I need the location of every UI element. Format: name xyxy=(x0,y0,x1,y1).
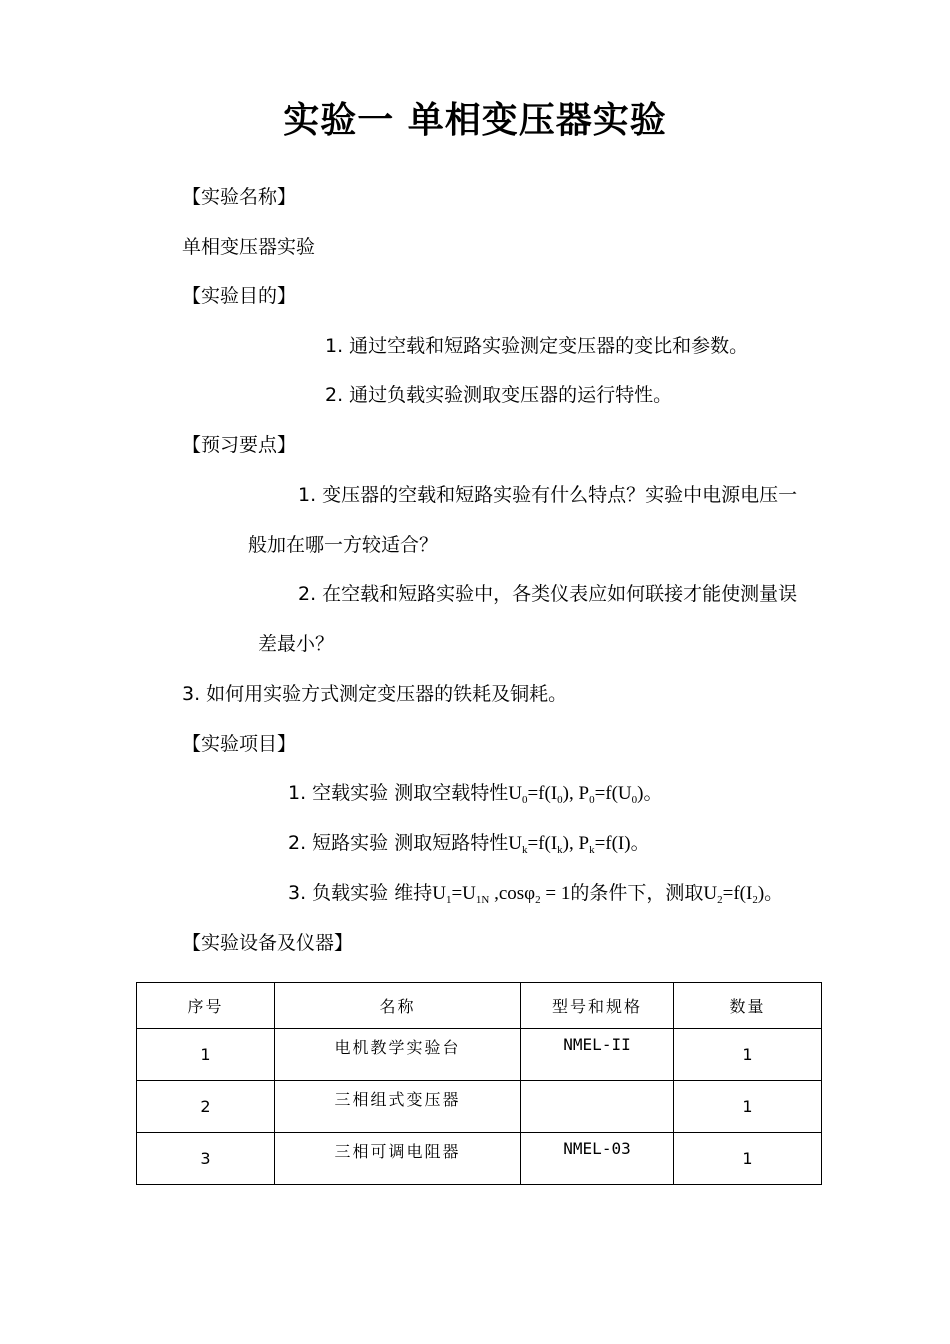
heading-experiment-name: 【实验名称】 xyxy=(182,186,297,208)
no-load-formula: $U_0=f(I_0)$, $P_0=f(U_0)$ xyxy=(508,783,644,806)
heading-preview: 【预习要点】 xyxy=(182,434,297,456)
preview-item-1-line1: 1. 变压器的空载和短路实验有什么特点？实验中电源电压一 xyxy=(298,484,798,506)
experiment-item-3: 3. 负载实验 维持$U_1=U_{1N}$ ,cosφ$_2$ = 1的条件下，测取$U_2=f(I_2)$。 xyxy=(288,882,784,906)
table-row xyxy=(137,1133,822,1185)
purpose-item-2: 2. 通过负载实验测取变压器的运行特性。 xyxy=(325,384,673,406)
preview-item-2-line2: 差最小？ xyxy=(258,633,335,655)
preview-item-3: 3. 如何用实验方式测定变压器的铁耗及铜耗。 xyxy=(182,683,568,705)
table-cell: 3 xyxy=(137,1133,275,1185)
preview-item-1-line2: 般加在哪一方较适合？ xyxy=(248,534,439,556)
heading-equipment: 【实验设备及仪器】 xyxy=(182,932,354,954)
table-cell: 三相可调电阻器 xyxy=(275,1133,521,1185)
table-cell: NMEL-II xyxy=(521,1029,674,1081)
table-cell: 三相组式变压器 xyxy=(275,1081,521,1133)
preview-item-2-line1: 2. 在空载和短路实验中，各类仪表应如何联接才能使测量误 xyxy=(298,583,798,605)
table-cell: NMEL-03 xyxy=(521,1133,674,1185)
load-condition-formula: $U_1=U_{1N}$ ,cosφ$_2$ = 1 xyxy=(432,883,571,906)
experiment-item-1: 1. 空载实验 测取空载特性$U_0=f(I_0)$, $P_0=f(U_0)$。 xyxy=(288,782,663,806)
table-cell: 1 xyxy=(674,1133,822,1185)
short-circuit-formula: $U_k=f(I_k)$, $P_k=f(I)$ xyxy=(508,833,631,856)
experiment-item-2: 2. 短路实验 测取短路特性$U_k=f(I_k)$, $P_k=f(I)$。 xyxy=(288,832,650,856)
header-cell: 数量 xyxy=(674,983,822,1029)
load-characteristic-formula: $U_2=f(I_2)$ xyxy=(703,883,765,906)
table-cell: 1 xyxy=(137,1029,275,1081)
table-row xyxy=(137,1081,822,1133)
table-header-row xyxy=(137,983,822,1029)
heading-purpose: 【实验目的】 xyxy=(182,285,297,307)
header-cell: 序号 xyxy=(137,983,275,1029)
table-row xyxy=(137,1029,822,1081)
equipment-table xyxy=(136,982,822,1185)
header-cell: 名称 xyxy=(275,983,521,1029)
heading-items: 【实验项目】 xyxy=(182,733,297,755)
table-cell: 2 xyxy=(137,1081,275,1133)
table-cell: 1 xyxy=(674,1081,822,1133)
header-cell: 型号和规格 xyxy=(521,983,674,1029)
purpose-item-1: 1. 通过空载和短路实验测定变压器的变比和参数。 xyxy=(325,335,749,357)
page-title: 实验一 单相变压器实验 xyxy=(283,100,667,141)
table-cell xyxy=(521,1081,674,1133)
experiment-name-text: 单相变压器实验 xyxy=(182,236,316,258)
table-cell: 电机教学实验台 xyxy=(275,1029,521,1081)
table-cell: 1 xyxy=(674,1029,822,1081)
